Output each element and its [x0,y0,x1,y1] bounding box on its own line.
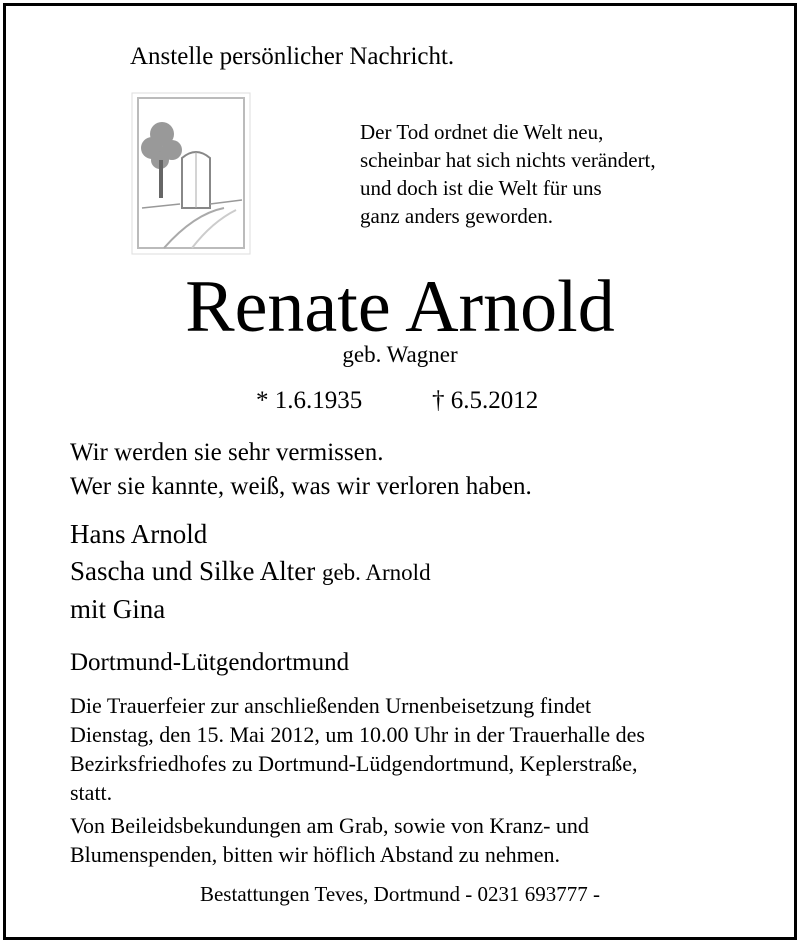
service-details [70,691,645,807]
quote-line: Der Tod ordnet die Welt neu, [360,120,604,144]
remembrance-line: Wir werden sie sehr vermissen. [70,439,384,466]
family-maiden-note: geb. Arnold [321,560,431,585]
quote-line: ganz anders geworden. [360,204,553,228]
condolence-line: Blumenspenden, bitten wir höflich Abstand zu nehmen. [70,842,561,867]
family-member: Hans Arnold [70,519,208,549]
maiden-name: geb. Wagner [342,342,458,367]
quote-line: und doch ist die Welt für uns [360,176,602,200]
death-notice [3,3,797,940]
family-member: mit Gina [70,594,166,624]
family-member: Sascha und Silke Alter [70,556,316,586]
deceased-name: Renate Arnold [185,266,615,348]
condolence-request [70,811,589,869]
service-line: Dienstag, den 15. Mai 2012, um 10.00 Uhr in der Trauerhalle des [70,722,645,747]
remembrance-line: Wer sie kannte, weiß, was wir verloren haben. [70,473,532,500]
condolence-line: Von Beileidsbekundungen am Grab, sowie von Kranz- und [70,813,589,838]
family-names [70,516,431,628]
service-line: Bezirksfriedhofes zu Dortmund-Lüdgendortmund, Keplerstraße, [70,751,638,776]
place: Dortmund-Lütgendortmund [70,649,350,676]
intro-text: Anstelle persönlicher Nachricht. [130,43,455,70]
service-line: Die Trauerfeier zur anschließenden Urnenbeisetzung findet [70,693,592,718]
death-date: † 6.5.2012 [432,387,539,414]
service-line: statt. [70,780,113,805]
funeral-home: Bestattungen Teves, Dortmund - 0231 693777 - [199,882,600,906]
garden-path-sketch-icon [124,90,256,262]
remembrance-text [70,436,532,504]
quote-line: scheinbar hat sich nichts verändert, [360,148,656,172]
quote [360,118,656,230]
birth-date: * 1.6.1935 [256,387,363,414]
